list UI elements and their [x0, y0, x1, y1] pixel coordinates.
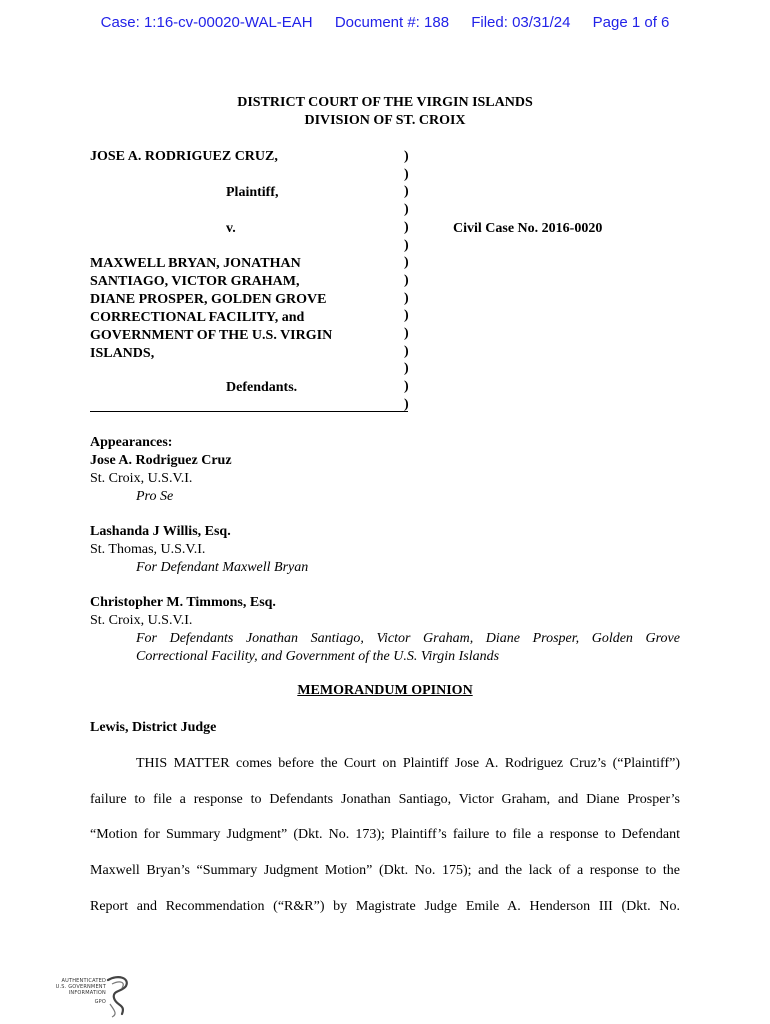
gpo-authentication-seal: [46, 974, 136, 1018]
seal-text: [46, 978, 106, 1005]
paren: ): [404, 361, 409, 377]
paren: ): [404, 308, 409, 324]
defendants-line: DIANE PROSPER, GOLDEN GROVE: [90, 292, 327, 307]
plaintiff-name: JOSE A. RODRIGUEZ CRUZ,: [90, 149, 278, 164]
seal-text-line: AUTHENTICATED: [61, 978, 106, 984]
paren: ): [404, 184, 409, 200]
paren: ): [404, 326, 409, 342]
court-name: DISTRICT COURT OF THE VIRGIN ISLANDS: [237, 95, 533, 110]
counsel-location: St. Croix, U.S.V.I.: [90, 613, 193, 628]
paren: ): [404, 290, 409, 306]
paren: ): [404, 219, 409, 235]
civil-case-number: Civil Case No. 2016-0020: [453, 221, 603, 236]
counsel-location: St. Thomas, U.S.V.I.: [90, 542, 206, 557]
caption-rule: [90, 411, 408, 412]
paren: ): [404, 343, 409, 359]
paren: ): [404, 272, 409, 288]
judge-line: Lewis, District Judge: [90, 720, 217, 735]
counsel-role: Correctional Facility, and Government of the U.S. Virgin Islands: [136, 649, 500, 664]
counsel-role: For Defendant Maxwell Bryan: [136, 560, 309, 575]
paren: ): [404, 396, 409, 412]
caption-parentheses: [404, 148, 409, 414]
counsel-name: Lashanda J Willis, Esq.: [90, 524, 231, 539]
defendants-line: SANTIAGO, VICTOR GRAHAM,: [90, 274, 300, 289]
court-title: [0, 94, 770, 130]
defendants-line: GOVERNMENT OF THE U.S. VIRGIN: [90, 328, 333, 343]
appearances-heading: Appearances:: [90, 435, 173, 450]
opinion-line: “Motion for Summary Judgment” (Dkt. No. 173); Plaintiff’s failure to file a response to Defendant: [90, 827, 680, 842]
filed-date-stamp: Filed: 03/31/24: [471, 14, 571, 31]
defendants-label: Defendants.: [226, 380, 298, 395]
paren: ): [404, 237, 409, 253]
counsel-role: Pro Se: [136, 489, 174, 504]
seal-text-line: INFORMATION: [68, 990, 106, 996]
defendants-list: [90, 255, 332, 363]
opinion-line: Report and Recommendation (“R&R”) by Magistrate Judge Emile A. Henderson III (Dkt. No.: [90, 899, 680, 914]
opinion-line: THIS MATTER comes before the Court on Plaintiff Jose A. Rodriguez Cruz’s (“Plaintiff”): [136, 756, 680, 771]
counsel-role: For Defendants Jonathan Santiago, Victor Graham, Diane Prosper, Golden Grove: [136, 631, 680, 646]
paren: ): [404, 202, 409, 218]
document-number-stamp: Document #: 188: [334, 14, 450, 31]
paren: ): [404, 149, 409, 164]
defendants-line: ISLANDS,: [90, 346, 155, 361]
seal-mark: GPO: [94, 999, 106, 1005]
paren: ): [404, 255, 409, 271]
seal-text-line: U.S. GOVERNMENT: [55, 984, 106, 990]
paren: ): [404, 379, 409, 395]
filing-header: [0, 14, 770, 31]
opinion-line: failure to file a response to Defendants Jonathan Santiago, Victor Graham, and Diane Prosper’s: [90, 792, 680, 807]
paren: ): [404, 166, 409, 182]
counsel-name: Jose A. Rodriguez Cruz: [90, 453, 232, 468]
opinion-line: Maxwell Bryan’s “Summary Judgment Motion” (Dkt. No. 175); and the lack of a response to the: [90, 863, 680, 878]
opinion-title: MEMORANDUM OPINION: [297, 683, 473, 698]
plaintiff-label: Plaintiff,: [226, 185, 279, 200]
counsel-name: Christopher M. Timmons, Esq.: [90, 595, 276, 610]
court-division: DIVISION OF ST. CROIX: [304, 113, 466, 128]
defendants-line: MAXWELL BRYAN, JONATHAN: [90, 256, 301, 271]
defendants-line: CORRECTIONAL FACILITY, and: [90, 310, 305, 325]
case-number-stamp: Case: 1:16-cv-00020-WAL-EAH: [100, 14, 313, 31]
eagle-swoosh-icon: [104, 974, 134, 1018]
page-number-stamp: Page 1 of 6: [592, 14, 670, 31]
versus-label: v.: [226, 221, 236, 236]
counsel-location: St. Croix, U.S.V.I.: [90, 471, 193, 486]
